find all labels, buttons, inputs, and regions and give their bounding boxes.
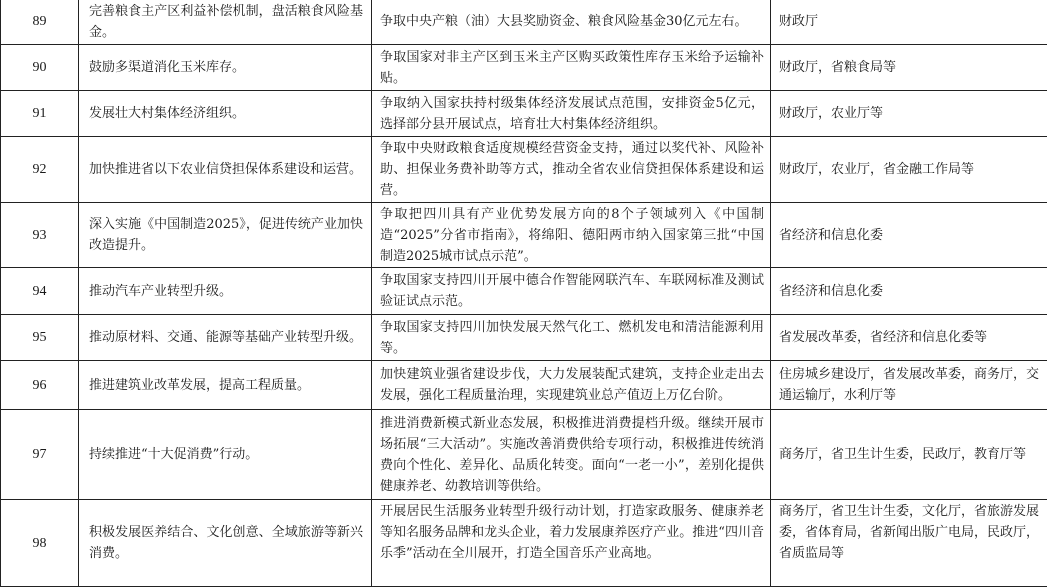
task-cell: 发展壮大村集体经济组织。 <box>79 91 372 137</box>
measure-cell: 争取中央财政粮食适度规模经营资金支持，通过以奖代补、风险补助、担保业务费补助等方式，推动全省农业信贷担保体系建设和运营。 <box>372 137 771 203</box>
row-number: 91 <box>1 91 79 137</box>
measure-cell: 推进消费新模式新业态发展，积极推进消费提档升级。继续开展市场拓展“三大活动”。实施改善消费供给专项行动，积极推进传统消费向个性化、差异化、品质化转变。面向“一老一小”，差别化提供健康养老、幼教培训等供给。 <box>372 410 771 500</box>
task-cell: 鼓励多渠道消化玉米库存。 <box>79 45 372 91</box>
row-number: 96 <box>1 361 79 410</box>
row-number: 90 <box>1 45 79 91</box>
department-cell: 商务厅，省卫生计生委，民政厅，教育厅等 <box>771 410 1047 500</box>
measure-cell: 争取国家对非主产区到玉米主产区购买政策性库存玉米给予运输补贴。 <box>372 45 771 91</box>
task-cell: 推进建筑业改革发展，提高工程质量。 <box>79 361 372 410</box>
row-number: 98 <box>1 500 79 587</box>
department-cell: 省发展改革委，省经济和信息化委等 <box>771 315 1047 361</box>
row-number: 92 <box>1 137 79 203</box>
table-row <box>1 268 1047 315</box>
department-cell: 财政厅 <box>771 0 1047 45</box>
measure-cell: 争取国家支持四川开展中德合作智能网联汽车、车联网标准及测试验证试点示范。 <box>372 268 771 315</box>
measure-cell: 争取国家支持四川加快发展天然气化工、燃机发电和清洁能源利用等。 <box>372 315 771 361</box>
table-row <box>1 410 1047 500</box>
department-cell: 商务厅，省卫生计生委，文化厅，省旅游发展委，省体育局，省新闻出版广电局，民政厅，省质监局等 <box>771 500 1047 587</box>
department-cell: 财政厅，省粮食局等 <box>771 45 1047 91</box>
department-cell: 财政厅，农业厅，省金融工作局等 <box>771 137 1047 203</box>
table-row <box>1 0 1047 45</box>
measure-cell: 争取把四川具有产业优势发展方向的8个子领域列入《中国制造“2025”分省市指南》，将绵阳、德阳两市纳入国家第三批“中国制造2025城市试点示范”。 <box>372 203 771 268</box>
table-row <box>1 500 1047 587</box>
table-row <box>1 137 1047 203</box>
measure-cell: 争取纳入国家扶持村级集体经济发展试点范围，安排资金5亿元，选择部分县开展试点，培育壮大村集体经济组织。 <box>372 91 771 137</box>
department-cell: 省经济和信息化委 <box>771 203 1047 268</box>
department-cell: 省经济和信息化委 <box>771 268 1047 315</box>
row-number: 94 <box>1 268 79 315</box>
row-number: 95 <box>1 315 79 361</box>
table-row <box>1 91 1047 137</box>
row-number: 97 <box>1 410 79 500</box>
task-cell: 推动原材料、交通、能源等基础产业转型升级。 <box>79 315 372 361</box>
table-row <box>1 315 1047 361</box>
task-cell: 推动汽车产业转型升级。 <box>79 268 372 315</box>
task-cell: 加快推进省以下农业信贷担保体系建设和运营。 <box>79 137 372 203</box>
row-number: 89 <box>1 0 79 45</box>
task-cell: 深入实施《中国制造2025》，促进传统产业加快改造提升。 <box>79 203 372 268</box>
measure-cell: 加快建筑业强省建设步伐，大力发展装配式建筑，支持企业走出去发展，强化工程质量治理，实现建筑业总产值迈上万亿台阶。 <box>372 361 771 410</box>
measure-cell: 开展居民生活服务业转型升级行动计划，打造家政服务、健康养老等知名服务品牌和龙头企业，着力发展康养医疗产业。推进“四川音乐季”活动在全川展开，打造全国音乐产业高地。 <box>372 500 771 587</box>
row-number: 93 <box>1 203 79 268</box>
table-row <box>1 45 1047 91</box>
task-cell: 积极发展医养结合、文化创意、全域旅游等新兴消费。 <box>79 500 372 587</box>
task-cell: 完善粮食主产区利益补偿机制，盘活粮食风险基金。 <box>79 0 372 45</box>
task-cell: 持续推进“十大促消费”行动。 <box>79 410 372 500</box>
table-row <box>1 361 1047 410</box>
department-cell: 住房城乡建设厅，省发展改革委，商务厅，交通运输厅，水利厅等 <box>771 361 1047 410</box>
measure-cell: 争取中央产粮（油）大县奖励资金、粮食风险基金30亿元左右。 <box>372 0 771 45</box>
department-cell: 财政厅，农业厅等 <box>771 91 1047 137</box>
table-row <box>1 203 1047 268</box>
